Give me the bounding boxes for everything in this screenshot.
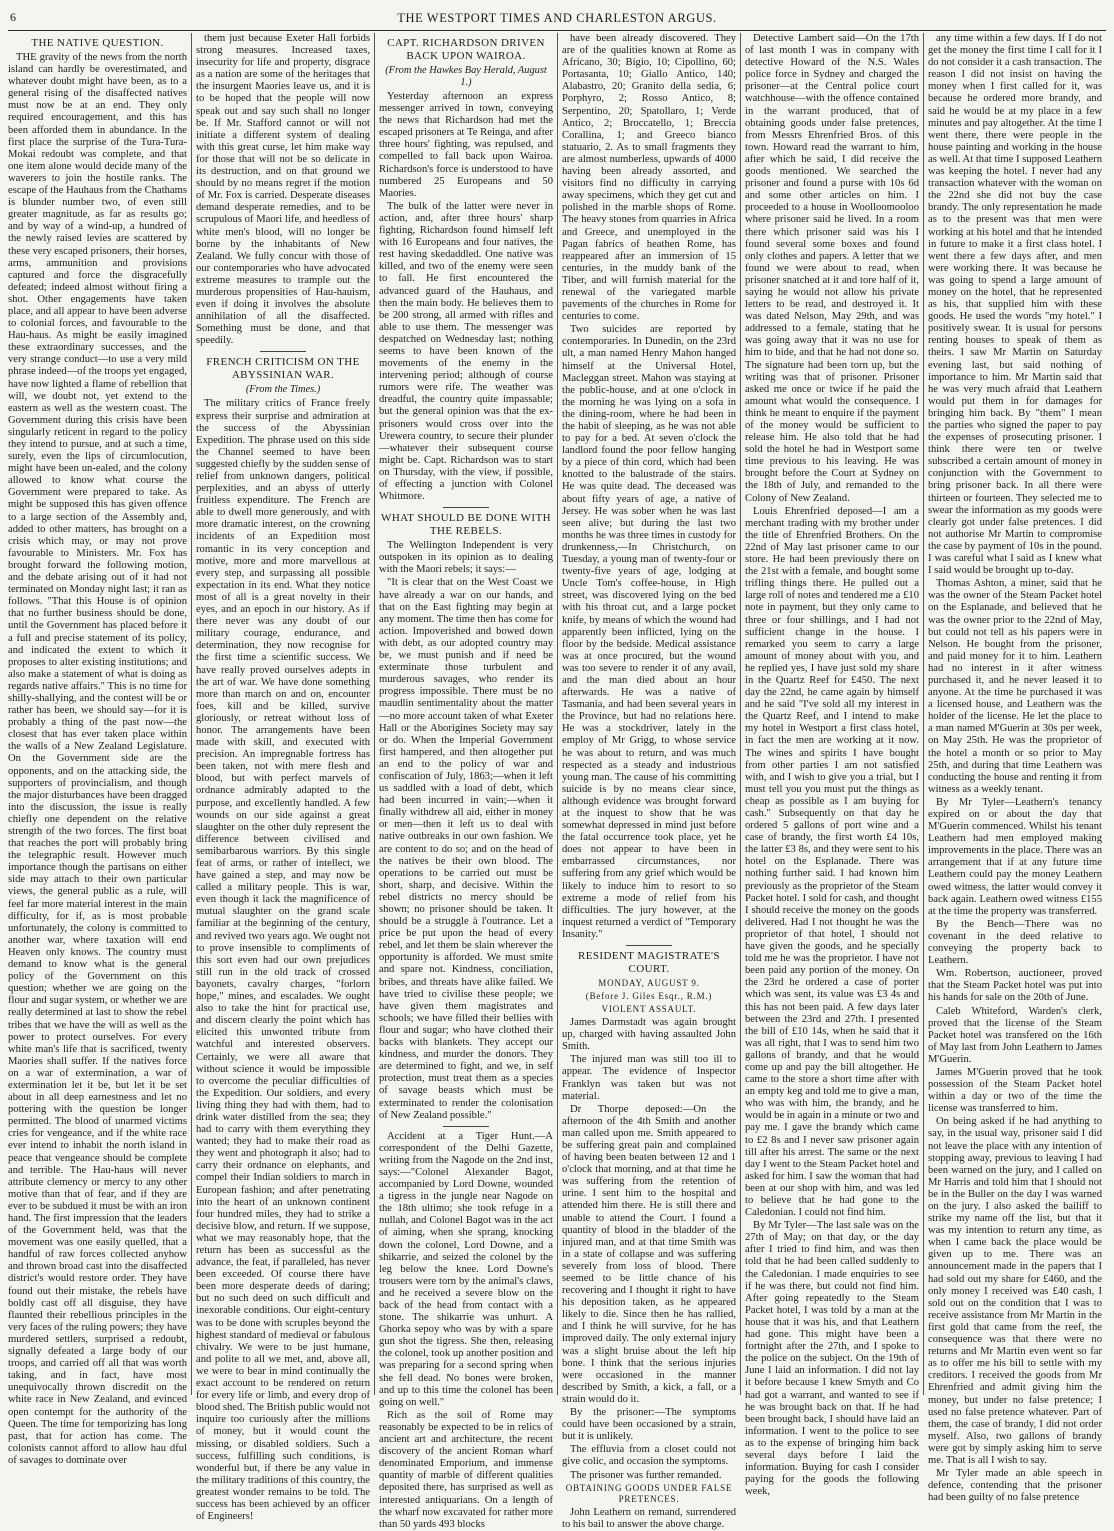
article-paragraph: any time within a few days. If I do not get the money the first time I call for it I do not consider it a cash transaction. The reason I did not insist on having the money when I first called for it, was because he ordered more brandy, and said he would be at my place in a few minutes and pay altogether. At the time I went there, there were people in the house painting and working in the house as well. At that time I supposed Leathern was keeping the hotel. I never had any transaction whatever with the woman on the 22nd she did not buy the case brandy. The only representation he made as to the present was that men were working at his hotel and that he intended in future to make it a first class hotel. I went there a few days after, and men were working there. It was because he was going to spend a large amount of money on the hotel, that he represented as his, that supplied him with these goods. He used the words "my hotel." I positively swear. It is usual for persons renting houses to speak of them as theirs. I saw Mr Martin on Saturday evening last, but said nothing of importance to him. Mr Martin said that he was very much afraid that Leathern would put them in for damages for bringing him back. By "them" I mean the parties who signed the paper to pay the expenses of prosecuting prisoner. I think there were ten or twelve subscribed a certain amount of money in conjunction with the Government to bring prisoner back. In all there were thirteen or fourteen. They selected me to swear the information as my goods were clearly got under false pretences. I did not authorise Mr Martin to compromise the case by payment of 10s in the pound. I was careful what I said as I knew what I said would be brought up to-day. (928, 33, 1102, 577)
article-paragraph: By the Bench—There was no covenant in the deed relative to conveying the property back to Leathern. (928, 918, 1102, 967)
article-paragraph: On being asked if he had anything to say, in the usual way, prisoner said I did not leave the place with any intention of stopping away, previous to leaving I had been warned on the jury, and I called on Mr Harris and told him that I should not be in the Buller on the day I was warned on the jury. I also asked the bailiff to strike my name off the list, but that it was my intention to return any time, as when I came back the place would be given up to me. There was an announcement made in the papers that I had sold out my share for £460, and the only money I received was £40 cash, I sold out on the condition that I was to receive assistance from Mr Martin in the first gold that came from the reef, the consequence was that there were no returns and Mr Martin even went so far as to offer me his bill to settle with my creditors. I received the goods from Mr Ehrenfried and admit giving him the money, but under no false pretence; I used no false pretence whatever. Part of them, the case of brandy, I did not order myself. Also, two gallons of brandy were got by simply asking him to serve me. That is all I wish to say. (928, 1116, 1102, 1466)
article-paragraph: James Darmstadt was again brought up, charged with having assaulted John Smith. (562, 1017, 736, 1053)
article-paragraph: Mr Tyler made an able speech in defence, contending that the prisoner had been guilty of no false pretence (928, 1468, 1102, 1504)
article-paragraph: The injured man was still too ill to appear. The evidence of Inspector Franklyn was taken but was not material. (562, 1054, 736, 1102)
column-6 (923, 33, 1106, 1504)
court-date: MONDAY, AUGUST 9. (598, 978, 700, 989)
article-paragraph: By the prisoner:—The symptoms could have been occasioned by a strain, but it is unlikely. (562, 1407, 736, 1443)
article-heading-native-question: THE NATIVE QUESTION. (31, 37, 164, 49)
case-label: OBTAINING GOODS UNDER FALSE PRETENCES. (565, 1482, 733, 1504)
article-paragraph: John Leathern on remand, surrendered to his bail to answer the above charge. (562, 1506, 736, 1530)
divider (260, 351, 306, 352)
article-paragraph: Thomas Ashton, a miner, said that he was the owner of the Steam Packet hotel on the Esplanade, and believed that he was the owner prior to the 22nd of May, but could not tell as his papers were in Nelson. He bought from the prisoner, and paid money for it to him. Leathern had no interest in it after witness purchased it, and he never leased it to anyone. At the time he purchased it was a licensed house, and Leathern was the holder of the license. He let the place to a man named M'Guerin at 30s per week, on May 25th. He was the proprietor of the hotel a month or so prior to May 25th, and during that time Leathern was conducting the house and renting it from witness as a weekly tenant. (928, 578, 1102, 795)
article-source: (From the Hawkes Bay Herald, August 1.) (385, 65, 547, 88)
divider (443, 1126, 489, 1127)
column-2 (191, 33, 374, 1523)
article-paragraph: Yesterday afternoon an express messenger arrived in town, conveying the news that Richardson had met the escaped prisoners at Te Reinga, and after three hours' fighting, was repulsed, and compelled to fall back upon Wairoa. Richardson's force is understood to have numbered 25 Europeans and 50 Maories. (379, 91, 553, 199)
article-paragraph: The effluvia from a closet could not give colic, and occasion the symptoms. (562, 1444, 736, 1468)
article-paragraph: have been already discovered. They are of the qualities known at Rome as Africano, 30; Bigio, 10; Cipollino, 60; Portasanta, 10; Giallo Antico, 140; Alabastro, 20; Granito della sedia, 6; Porphyro, 2; Rosso Antico, 8; Serpentino, 20; Spatollaro, 1; Verde Antico, 2; Broccatello, 1; Breccia Corallina, 1; and Greeco bianco statuario, 2. As to small fragments they are almost numberless, upwards of 4000 having been already assorted, and visitors find no difficulty in carrying away specimens, which they get cut and polished in the marble shops of Rome. The heavy stones from quarries in Africa and Greece, and unemployed in the Pagan fabrics of heathen Rome, has reappeared after an immersion of 15 centuries, in the muddy bank of the Tiber, and will furnish material for the renewal of the variegated marble pavements of the churches in Rome for centuries to come. (562, 33, 736, 323)
article-paragraph: Two suicides are reported by contemporaries. In Dunedin, on the 23rd ult, a man named Henry Mahon hanged himself at the Universal Hotel, Macleggan street. Mahon was staying at the public-house, and at one o'clock in the morning he was lying on a sofa in the dining-room, where he had been in the habit of sleeping, as he was not able to pay for a bed. At seven o'clock the landlord found the poor fellow hanging by a piece of thin cord, which had been knotted to the balustrade of the stairs. He was quite dead. The deceased was about fifty years of age, a native of Jersey. He was sober when he was last seen alive; but during the last two months he was three times in custody for drunkenness,—In Christchurch, on Tuesday, a young man of twenty-four or twenty-five years of age, lodging at Uncle Tom's coffee-house, in High street, was discovered lying on the bed with his throat cut, and a large pocket knife, by means of which the wound had apparently been inflicted, lying on the floor by the bedside. Medical assistance was at once procured, but the wound was too severe to render it of any avail, and the man died about an hour afterwards. He was a native of Tasmania, and had been several years in the Province, but had no relations here. He was a stockdriver, lately in the employ of Mr Grigg, to whose service he was about to return, and was much respected as a steady and industrious young man. The cause of his committing suicide is by no means clear since, although evidence was brought forward at the inquest to show that he was somewhat depressed in mind just before the fatal occurrence took place, yet he does not appear to have been in embarrassed circumstances, nor suffering from any grief which would be likely to induce him to resort to so extreme a mode of relief from his difficulties. The jury however, at the inquest returned a verdict of "Temporary Insanity." (562, 324, 736, 940)
court-magistrate: (Before J. Giles Esqr., R.M.) (585, 991, 713, 1002)
article-paragraph: THE gravity of the news from the north island can hardly be overestimated, and whatever doubt might have been, as to a general rising of the disaffected natives must now be at an end. They only required encouragement, and this has been afforded them in abundance. In the first place the surprise of the Tura-Tura-Mokai redoubt was complete, and that one item alone would decide many of the waverers to join the hostile ranks. The escape of the Hauhaus from the Chathams is blunder number two, of even still greater magnitude, as far as results go; and by way of a wind-up, a hundred of the newly raised levies are scattered by these very escaped prisoners, their horses, arms, ammunition and provisions captured and force the disgracefully defeated; indeed almost without firing a shot. Other engagements have taken place, and all appear to have been adverse to colonial forces, and favourable to the Hau-haus. As might be easily imagined these extraordinary successes, and the very strange conduct—to use a very mild phrase indeed—of the troops yet engaged, have now lighted a flame of rebellion that will, we doubt not, yet extend to the eastern as well as the western coast. The Government during this crisis have been singularly reticent in regard to the policy they intend to pursue, and at such a time, surely, even the lips of circumlocution, might have been un-ealed, and the colony allowed to know what course the Government were prepared to take. As might be supposed this has given offence to a large section of the Assembly and, added to other matters, has brought on a crisis which may, or may not prove favourable to Ministers. Mr. Fox has brought forward the following motion, and the debate arising out of it had not terminated on Monday night last; it ran as follows. "That this House is of opinion that no further business should be done, until the Government has placed before it a full and precise statement of its policy, and indicated the extent to which it proposes to alter existing institutions; and also make a statement of what is doing as regards native affairs." This is no time for shilly-shallying, and the contest will be or rather has been, we should say—for it is probably a thing of the past now—the closest that has ever taken place within the walls of a New Zealand Legislature. On the Government side are the opponents, and on the attacking side, the supporters of provincialism, and though the major disturbances have been dragged into the discussion, the issue is really chiefly one dependent on the relative strength of the two forces. The first boat that reaches the port will probably bring the telegraphic result. However much importance though the partisans on either side may attach to their own particular views, the general public as a rule, will feel far more material interest in the main difficulty, for if, as is most probable unfortunately, the colony is committed to another war, where taxation will end Heaven only knows. The country must demand to know what is the general policy of the Government on this question; whether we are going on the flour and sugar system, or whether we are really determined at last to show the rebel tribes that we have the will as well as the power to protect ourselves. For every white man's life that is sacrificed, twenty Maories shall suffer. If the natives force on a war of extermination, a war of extermination let it be, but let it be set about in all deep earnestness and let no pottering with the question be longer permitted. The blood of unarmed victims cries for vengeance, and if the white race ever intend to inhabit the north island in peace that vengeance should be complete and terrible. The Hau-haus will never attribute clemency or mercy to any other motive than that of fear, and if they are ever to be subdued it must be with an iron hand. The first impression that the leaders of the Government held, was that the movement was one easily quelled, that a handful of raw forces collected anyhow and thrown broad cast into the disaffected district's would restore order. They have found out their mistake, the rebels have boldly cast off all disguise, they have flaunted their rebellious principles in the very faces of the ruling powers; they have murdered settlers, surprised a redoubt, signally defeated a large body of our troops, and carried off all that was worth taking, and in fact, have most unequivocally thrown discredit on the white race in New Zealand, and evinced open contempt for the authority of the Queen. The time for temporizing has long past, that for action has come. The colonists cannot afford to allow hau dful of savages to dominate over (8, 52, 187, 1466)
article-paragraph: Wm. Robertson, auctioneer, proved that the Steam Packet hotel was put into his hands for sale on the 20th of June. (928, 968, 1102, 1004)
column-3 (374, 33, 557, 1530)
article-paragraph: The prisoner was further remanded. (570, 1469, 722, 1481)
divider (626, 945, 672, 946)
article-heading-richardson: CAPT. RICHARDSON DRIVEN BACK UPON WAIROA. (387, 37, 545, 62)
article-paragraph: Rich as the soil of Rome may reasonably be expected to be in relics of ancient art and architecture, the recent discovery of the ancient Roman wharf denominated Emporium, and immense quantity of marble of different qualities deposited there, has surprised as well as interested antiquarians. On a length of the wharf now excavated for rather more than 50 yards 493 blocks (379, 1409, 553, 1530)
article-heading-french-criticism: FRENCH CRITICISM ON THE ABYSSINIAN WAR. (206, 356, 360, 382)
article-paragraph: Detective Lambert said—On the 17th of last month I was in company with detective Howard of the N.S. Wales police force in Sydney and charged the prisoner—at the Central police court watchhouse—with the offence contained in the warrant produced, that of obtaining goods under false pretences, from Messrs Ehrenfried Bros. of this town. Howard read the warrant to him, after which he said, I did receive the goods mentioned. We searched the prisoner and found a purse with 10s 6d and some other articles on him. I proceeded to a house in Woolloomooloo where prisoner said he lived. In a room there which prisoner said was his I found several some boxes and found only clothes and papers. A letter that we found we were about to read, when prisoner snatched at it and tore half of it, saying he would not allow his private letters to be read, and destroyed it. It was dated Nelson, May 29th, and was addressed to a female, stating that he was going away that it was no use for him to bide, and that he had not done so. The signature had been torn up, but the writing was that of prisoner. Prisoner asked me once or twice if he paid the amount what would the consequence. I think he meant to enquire if the payment of the money would be sufficient to release him. He also told that he had sold the hotel he had in Westport some time previous to his leaving. He was brought before the Court at Sydney on the 18th of July, and remanded to the Colony of New Zealand. (745, 33, 919, 504)
article-paragraph: Caleb Whiteford, Warden's clerk, proved that the license of the Steam Packet hotel was transfered on the 16th of May last from John Leathern to James M'Guerin. (928, 1005, 1102, 1065)
article-paragraph: them just because Exeter Hall forbids strong measures. Increased taxes, insecurity for life and property, disgrace as a nation are some of the heritages that the insurgent Maories leave us, and it is to be hoped that the people will now speak out and say such shall no longer be. If Mr. Stafford cannot or will not initiate a different system of dealing with this great curse, let him make way for those that will not be so delicate in its destruction, and on that ground we should by no means regret if the motion of Mr. Fox is carried. Desperate diseases demand desperate remedies, and to be scrupulous of Maori life, and heedless of white men's blood, will no longer be borne by the inhabitants of New Zealand. We fully concur with those of our contemporaries who have advocated extreme measures to trample out the murderous propensities of Hau-hauism, even if doing it involves the absolute annihilation of all the disaffected. Something must be done, and that speedily. (196, 33, 370, 347)
column-1 (8, 33, 191, 1466)
article-paragraph: Accident at a Tiger Hunt.—A correspondent of the Delhi Gazette, writing from the Nagode on the 2nd inst, says:—"Colonel Alexander Bagot, accompanied by Lord Downe, wounded a tigress in the jungle near Nagode on the 18th ultimo; she took refuge in a nullah, and Colonel Bagot was in the act of aiming, when she sprang, knocking down the colonel, Lord Downe, and a shikarrie, and seized the colonel by the leg below the knee. Lord Downe's trousers were torn by the animal's claws, and he received a severe blow on the back of the head from contact with a stone. The shikarrie was unhurt. A Ghorka sepoy who was by with a spare gun shot the tigress. She then, releasing the colonel, took up another position and was preparing for a second spring when she fell dead. No bones were broken, and up to this time the colonel has been going on well." (379, 1130, 553, 1408)
article-paragraph: By Mr Tyler—The last sale was on the 27th of May; on that day, or the day after I tried to find him, and was then told that he had been called suddenly to the Caledonian. I made enquiries to see if he was there, but could not find him. After going repeatedly to the Steam Packet hotel, I was told by a man at the house that it was his, and that Leathern had gone. This might have been a fortnight after the 27th, and I spoke to the police on the subject. On the 19th of June I laid an information. I did not lay it before because I knew Smyth and Co had got a warrant, and wanted to see if he was brought back on that. If he had been brought back, I should have laid an information. I went to the police to see as to the expense of bringing him back several days before I laid the information. Buying for cash I consider paying for the goods the following week, (745, 1220, 919, 1498)
column-5 (740, 33, 923, 1498)
article-heading-rebels: WHAT SHOULD BE DONE WITH THE REBELS. (381, 512, 551, 538)
page-number: 6 (10, 10, 16, 24)
article-paragraph: James M'Guerin proved that he took possession of the Steam Packet hotel within a day or two of the time the license was transferred to him. (928, 1066, 1102, 1115)
newspaper-title: THE WESTPORT TIMES AND CHARLESTON ARGUS. (397, 11, 717, 25)
case-label: VIOLENT ASSAULT. (601, 1004, 697, 1015)
masthead (8, 8, 1106, 31)
article-paragraph: Dr Thorpe deposed:—On the afternoon of the 4th Smith and another man called upon me. Smith appeared to be suffering great pain and complained of having been beaten between 12 and 1 o'clock that morning, and at that time he was suffering from the retention of urine. I sent him to the hospital and attended him there. He is still there and unable to attend the Court. I found a quantity of blood in the bladder of the injured man, and at that time Smith was in a state of collapse and was suffering severely from loss of blood. There seemed to be little chance of his recovering and I thought it right to have his deposition taken, as he appeared likely to die. Since then he has rallied, and I think he will survive, for he has improved daily. The only external injury was a slight bruise about the left hip bone. I think that the serious injuries were occasioned in the manner described by Smith, a kick, a fall, or a strain would do it. (562, 1103, 736, 1405)
column-4 (557, 33, 740, 1530)
article-paragraph: The Wellington Independent is very outspoken in its opinion as to dealing with the Maori rebels; it says:— (379, 540, 553, 576)
article-source: (From the Times.) (245, 384, 321, 396)
article-paragraph: "It is clear that on the West Coast we have already a war on our hands, and that on the East fighting may begin at any moment. The time then has come for action. Impoverished and bowed down with debt, as our adopted country may be, we must punish and if need be exterminate those turbulent and murderous savages, who render its progress impossible. There must be no maudlin sentimentality about the matter—no more account taken of what Exeter Hall or the Aborigines Society may say or do. When the Imperial Government first hampered, and then altogether put an end to the policy of war and confiscation of July, 1863;—when it left us saddled with a load of debt, which had been incurred in vain;—when it finally withdrew all aid, either in money or men—then it left us to deal with native outbreaks in our own fashion. We are content to do so; and on the head of the natives be their own blood. The operations to be carried out must be short, sharp, and decisive. Within the rebel districts no mercy should be shown; no prisoner should be taken. It should be a struggle à l'outrance. Let a price be put upon the head of every rebel, and let them be slain wherever the opportunity is afforded. We must smite and spare not. Kindness, conciliation, bribes, and threats have alike failed. We have tried to civilise these people; we have given them magistrates and schools; we have filled their bellies with flour and sugar; who have clothed their backs with blankets. They accept our kindness, and murder the donors. They are determined to fight, and we, in self protection, must treat them as a species of savage beasts which must be exterminated to render the colonisation of New Zealand possible." (379, 577, 553, 1121)
article-paragraph: The military critics of France freely express their surprise and admiration at the success of the Abyssinian Expedition. The phrase used on this side the Channel seemed to have been suggested chiefly by the sudden sense of relief from unknown dangers, political perplexities, and an abyss of utterly fruitless expenditure. The French are able to dwell more generously, and with more dramatic interest, on the crowning incidents of an Expedition most romantic in its very conception and motive, more and more marvellous at every step, and surpassing all possible expectation in its end. What they notice most of all is a great novelty in their eyes, and an epoch in our history. As if there never was any doubt of our military courage, endurance, and determination, they now recognise for the first time a scientific success. We have really proved ourselves adepts in the art of war. We have done something more than march on and on, encounter foes, kill and be killed, survive gloriously, or retreat without loss of honor. The arrangements have been made with skill, and executed with precision. An impregnable fortress has been taken, not with mere flesh and blood, but with perfect marvels of ordnance admirably adapted to the purpose, and excellently handled. A few wounds on our side against a great slaughter on the other duly represent the difference between civilised and semibarbarous warriors. By this single feat of arms, or rather of intellect, we have gained a step, and may now be called a military people. This is war, even though it lack the magnificence of mutual slaughter on the grand scale familiar at the beginning of the century, and revived two years ago. We ought not to prove insensible to compliments of this sort even had our own prejudices still run in the old track of crossed bayonets, cavalry charges, "forlorn hope," mines, and escalades. We ought also to take the hint for practical use, and discern clearly the point which has elicited this unwonted tribute from watchful and interested observers. Certainly, we were all aware that without science it would be impossible to overcome the peculiar difficulties of the Expedition. Our soldiers, and every living thing they had with them, had to drink water distilled from the sea; they had to carry with them everything they wanted; they had to make their road as they went and photograph it also; had to carry their ordnance on elephants, and compel their Indian soldiers to march in European fashion; and after penetrating into the heart of an unknown continent four hundred miles, they had to strike a decisive blow, and return. If we suppose, what we may reasonably hope, that the return has been as successful as the advance, the feat, if paralleled, has never been exceeded. Of course there have been more desperate deeds of daring; but no such deed on such difficult and inexorable conditions. Our eight-century was to be done with scruples beyond the highest standard of medieval or fabulous chivalry. We were to be just humane, and polite to all we met, and, above all, we were to bear in mind continually the exact account to be rendered on return for every life or limb, and every drop of blood shed. The British public would not inquire too curiously after the millions of money, but it would count the missing, or disabled soldiers. Such a success, fulfilling such conditions, is wonderful but, if there be any value in the military traditions of this country, the greatest wonder remains to be told. The success has been achieved by an officer of Engineers! (196, 398, 370, 1523)
article-paragraph: The bulk of the latter were never in action, and, after three hours' sharp fighting, Richardson found himself left with 16 Europeans and four natives, the rest having skedaddled. One native was killed, and two of the enemy were seen to fall. He first encountered the advanced guard of the Hauhaus, and then the main body. He believes them to be 200 strong, all armed with rifles and able to use them. The messenger was despatched on Wednesday last; nothing seems to have been known of the movements of the enemy in the intervening period; although of course rumors were rife. The weather was dreadful, the country quite impassable; but the general opinion was that the ex-prisoners would cross over into the Urewera country, to secure their plunder—whatever their subsequent course might be. Capt. Richardson was to start on Thursday, with the view, if possible, of effecting a junction with Colonel Whitmore. (379, 200, 553, 503)
columns (8, 33, 1106, 1530)
divider (443, 507, 489, 508)
article-paragraph: By Mr Tyler—Leathern's tenancy expired on or about the day that M'Guerin commenced. Whilst his tenant Leathern had men employed making improvements in the place. There was an arrangement that if at any future time Leathern could pay the money Leathern owed witness, the latter would convey it back again. Leathern owed witness £155 at the time the property was transferred. (928, 796, 1102, 917)
article-heading-court: RESIDENT MAGISTRATE'S COURT. (578, 950, 720, 976)
article-paragraph: Louis Ehrenfried deposed—I am a merchant trading with my brother under the title of Ehrenfried Brothers. On the 22nd of May last prisoner came to our store. He had been previously there on the 21st with a female, and bought some trifling things there. He pulled out a large roll of notes and tendered me a £10 note in payment, but they only came to three or four shillings, and I had not sufficient change in the house. I remarked you seem to carry a large amount of money about with you, and he replied yes, I have just sold my share in the Quartz Reef for £450. The next day the 22nd, he came again by himself and he said "I've sold all my interest in the Quartz Reef, and I intend to make my hotel in Westport a first class hotel, in fact the men are working at it now. The wines and spirits I have bought from other parties I am not satisfied with, and I wish to give you a trial, but I must tell you you must put the things as cheap as possible as I am buying for cash." Subsequently on that day he ordered 5 gallons of port wine and a case of brandy, the first worth £4 10s, the latter £3 8s, and they were sent to his hotel on the Esplanade. There was nothing further said. I had known him previously as the proprietor of the Steam Packet hotel. I sold for cash, and thought I should receive the money on the goods delivered. Had I not thought he was the proprietor of that hotel, I should not have given the goods, and he specially told me he was the proprietor. I have not been paid any portion of the money. On the 23rd he ordered a case of porter which was sent, its value was £3 4s and this has not been paid. A few days later between the 23rd and 27th. I presented the bill of £10 14s, when he said that it was all right, that I was to send him two gallons of brandy, and that he would come up and pay the bill altogether. He came to the store a short time after with an empty keg and told me to give a man, who was with him, the brandy, and he would be in again in a minute or two and pay me. I gave the brandy which came to £2 8s and I never saw prisoner again till after his arrest. The same or the next day I went to the Steam Packet hotel and asked for him. I saw the woman that had been at our shop with him, and was led to believe that he had gone to the Caledonian. I could not find him. (745, 505, 919, 1219)
